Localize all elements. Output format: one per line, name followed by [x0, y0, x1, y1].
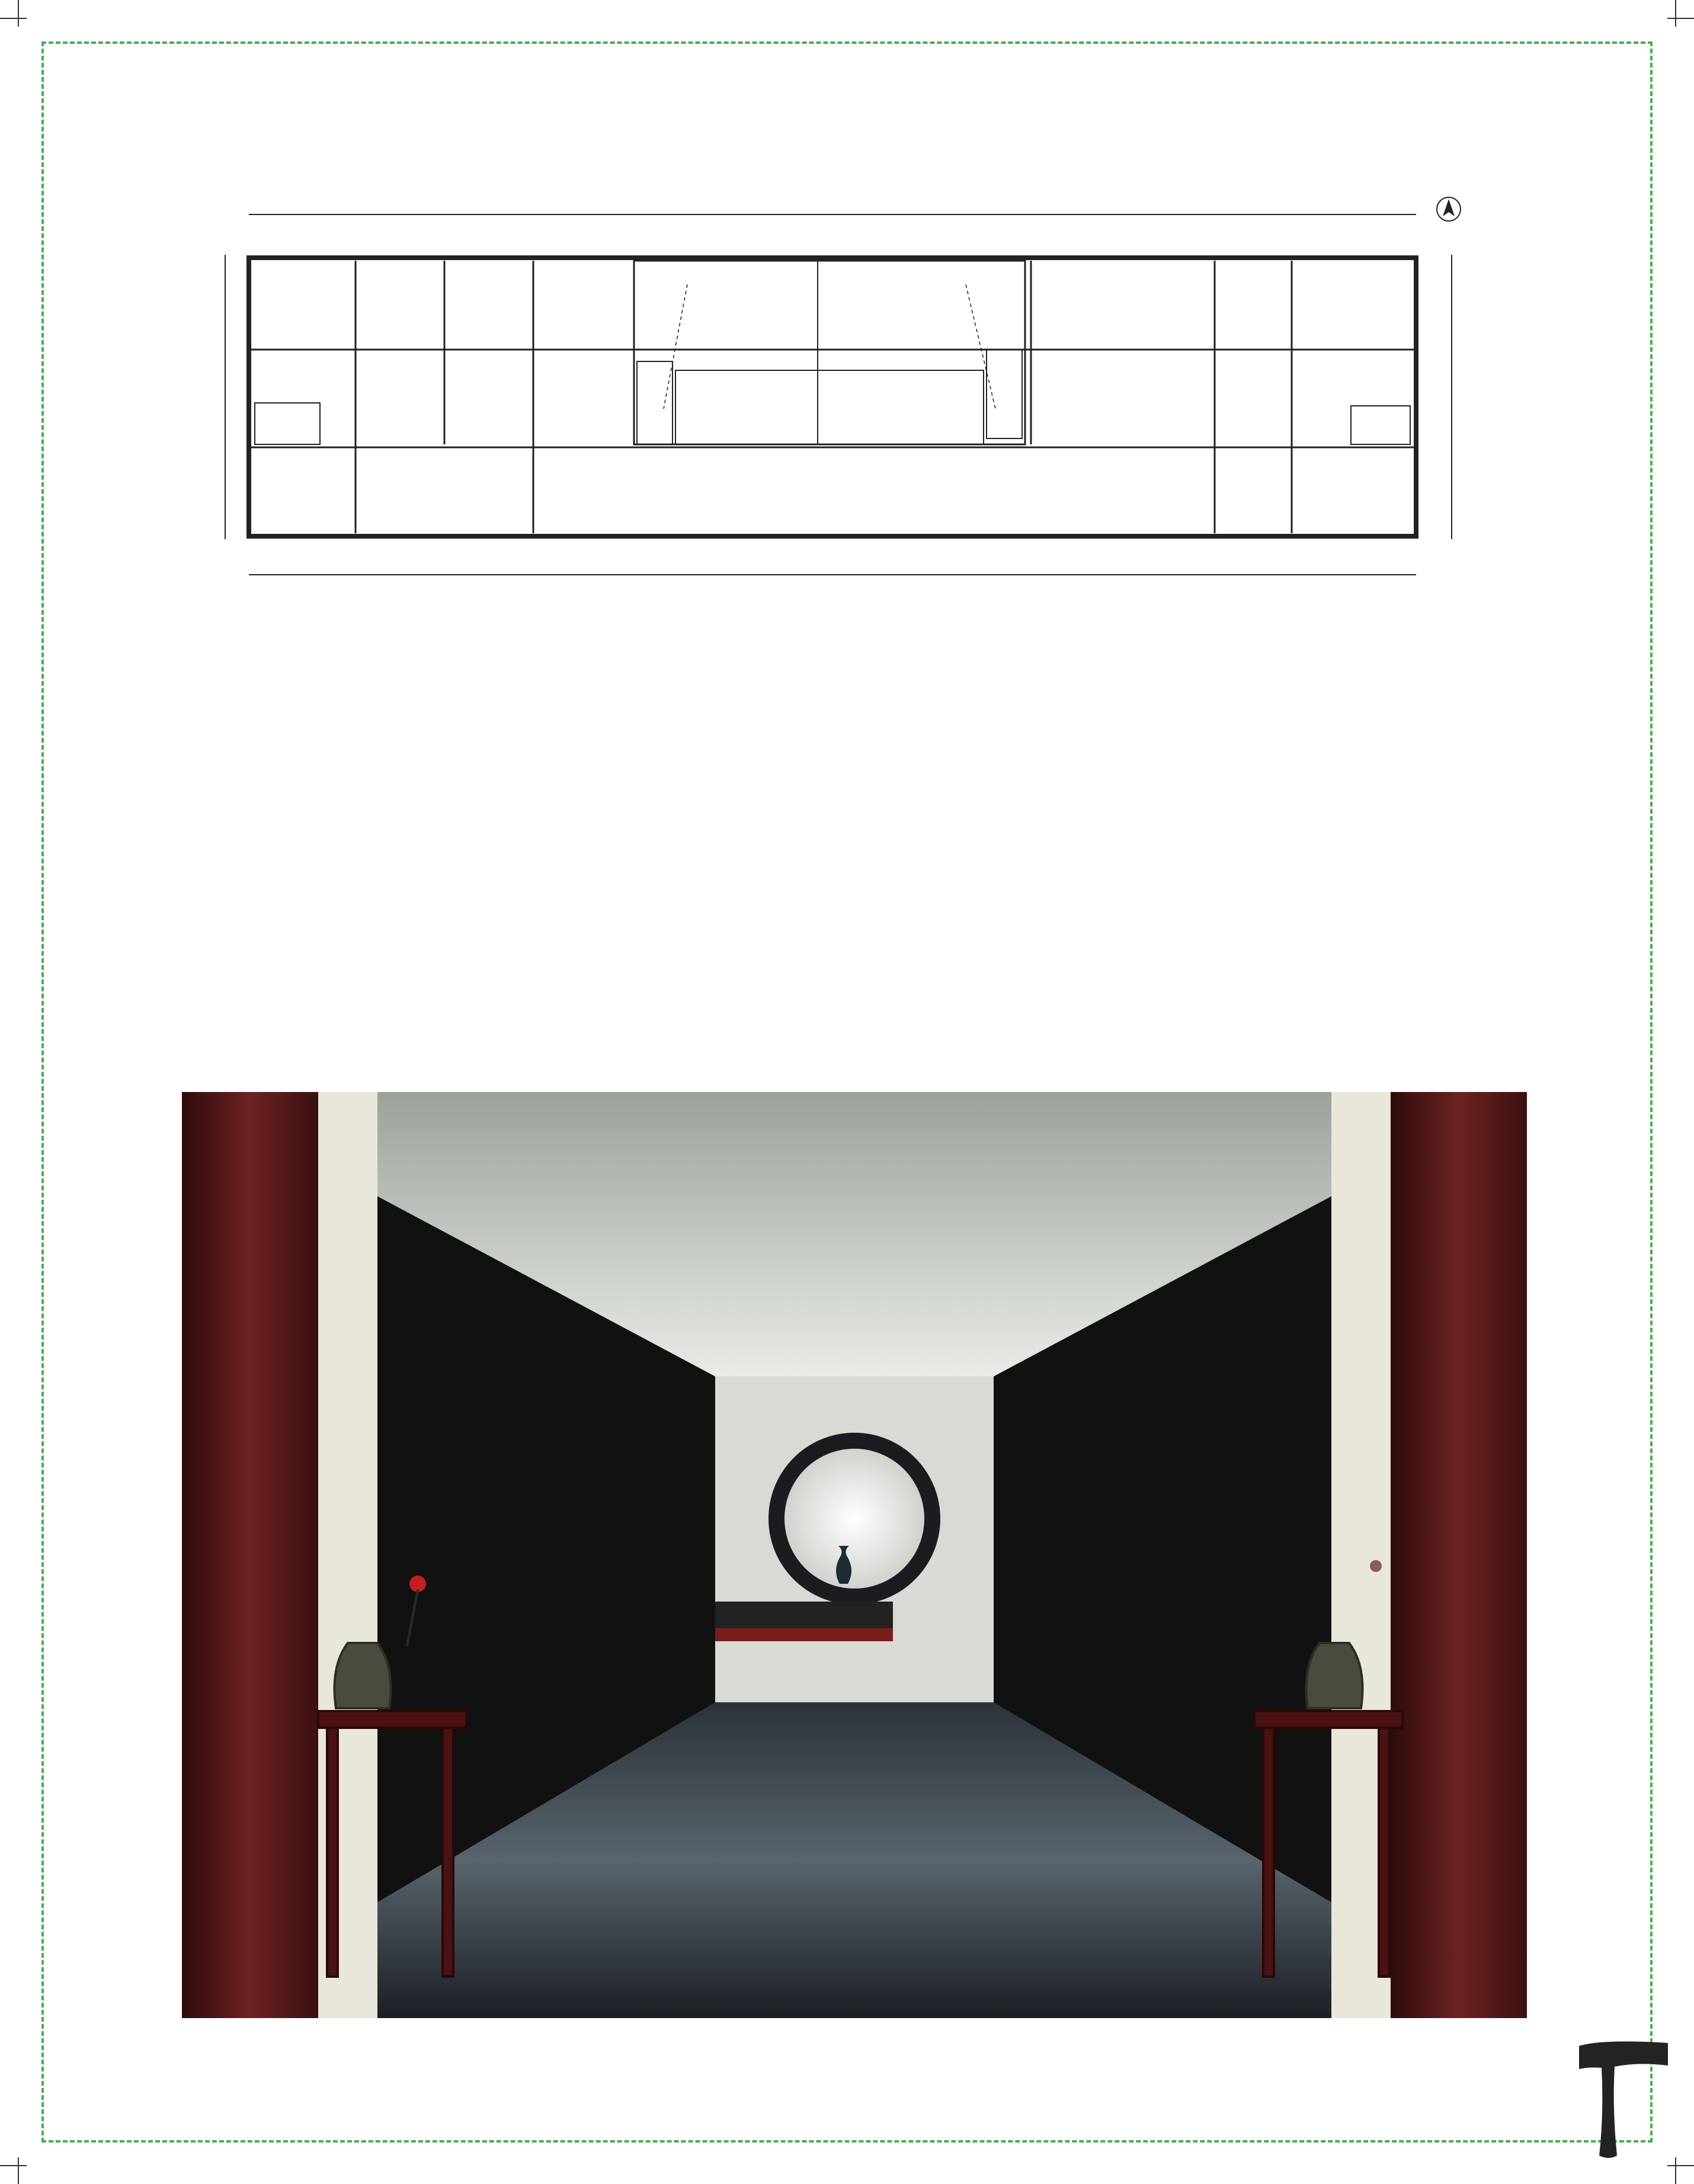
crop-mark — [18, 2157, 19, 2184]
frame-left — [41, 41, 44, 2143]
floor-plan-drawing — [196, 148, 1487, 640]
crop-mark — [1667, 2165, 1694, 2166]
north-arrow-pointer — [1443, 199, 1455, 216]
frame-right — [1650, 41, 1653, 2143]
crop-mark — [18, 0, 19, 27]
frame-bottom — [41, 2140, 1653, 2143]
page-footer — [1562, 2068, 1570, 2091]
interior-photo — [182, 1092, 1527, 2018]
frame-top — [41, 41, 1653, 44]
crop-mark — [0, 18, 27, 19]
ink-brush-tab-icon — [1576, 2037, 1671, 2161]
crop-mark — [0, 2165, 27, 2166]
crop-mark — [1675, 0, 1676, 27]
crop-mark — [1667, 18, 1694, 19]
crop-mark — [1675, 2157, 1676, 2184]
